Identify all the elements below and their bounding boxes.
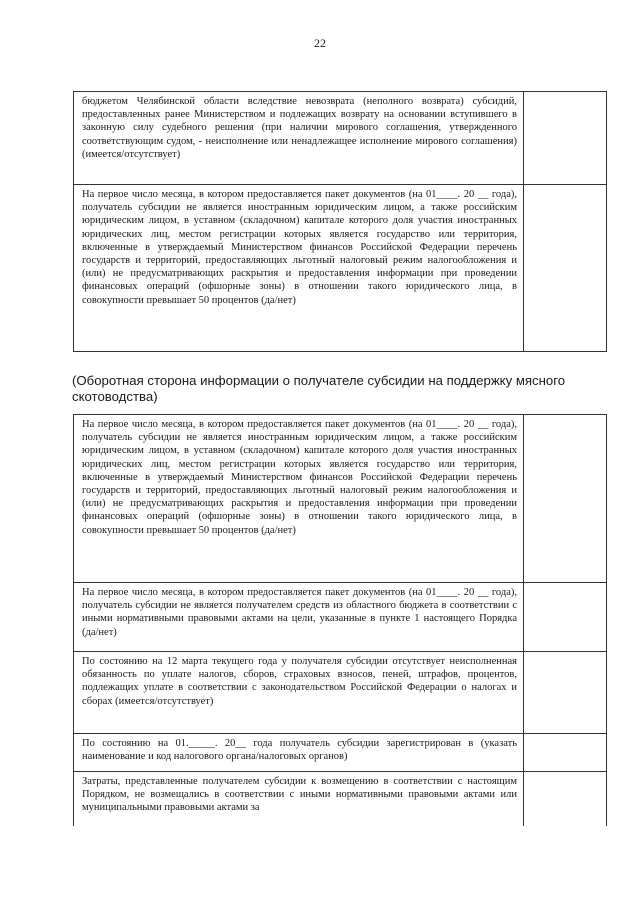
table-row [74, 772, 607, 827]
table-row [74, 415, 607, 583]
answer-cell[interactable] [524, 583, 607, 652]
criterion-text: По состоянию на 12 марта текущего года у получателя субсидии отсутствует неисполненная обязанность по уплате налогов, сборов, страховых взносов, пеней, штрафов, процентов, подлежащих уплате в соответствии с законодательством Российской Федерации о налогах и сборах (имеется/отсутствует) [82, 656, 517, 707]
answer-cell[interactable] [524, 734, 607, 772]
table-row [74, 92, 607, 185]
criteria-table-top [73, 91, 607, 352]
answer-cell[interactable] [524, 92, 607, 185]
criterion-text: По состоянию на 01._____. 20__ года получатель субсидии зарегистрирован в (указать наименование и код налогового органа/налоговых органов) [82, 738, 517, 763]
reverse-side-caption: (Оборотная сторона информации о получателе субсидии на поддержку мясного скотоводства) [72, 373, 566, 404]
criterion-text: Затраты, представленные получателем субсидии к возмещению в соответствии с настоящим Порядком, не возмещались в соответствии с иными нормативными правовыми актами или муниципальными правовыми актами за [82, 776, 517, 814]
table-row [74, 583, 607, 652]
answer-cell[interactable] [524, 772, 607, 827]
answer-cell[interactable] [524, 415, 607, 583]
page-number: 22 [314, 36, 326, 50]
criterion-text: бюджетом Челябинской области вследствие невозврата (неполного возврата) субсидий, предоставленных ранее Министерством и подлежащих возврату на основании вступившего в законную силу судебного решения (при наличии мирового соглашения, утвержденного соответствующим судом, - неисполнение или ненадлежащее исполнение мирового соглашения) (имеется/отсутствует) [82, 96, 517, 160]
criterion-text: На первое число месяца, в котором предоставляется пакет документов (на 01____. 20 __ года), получатель субсидии не является иностранным юридическим лицом, а также российским юридическим лицом, в уставном (складочном) капитале которого доля участия иностранных юридических лиц, местом регистрации которых является государство или территория, включенные в утверждаемый Министерством финансов Российской Федерации перечень государств и территорий, предоставляющих льготный налоговый режим налогообложения и (или) не предусматривающих раскрытия и предоставления информации при проведении финансовых операций (офшорные зоны) в отношении такого юридического лица, в совокупности превышает 50 процентов (да/нет) [82, 419, 517, 536]
table-row [74, 734, 607, 772]
criterion-text: На первое число месяца, в котором предоставляется пакет документов (на 01____. 20 __ года), получатель субсидии не является получателем средств из областного бюджета в соответствии с иными нормативными правовыми актами на цели, указанные в пункте 1 настоящего Порядка (да/нет) [82, 587, 517, 638]
table-row [74, 185, 607, 352]
answer-cell[interactable] [524, 185, 607, 352]
criteria-table-bottom [73, 414, 607, 826]
table-row [74, 652, 607, 734]
answer-cell[interactable] [524, 652, 607, 734]
criterion-text: На первое число месяца, в котором предоставляется пакет документов (на 01____. 20 __ года), получатель субсидии не является иностранным юридическим лицом, а также российским юридическим лицом, в уставном (складочном) капитале которого доля участия иностранных юридических лиц, местом регистрации которых является государство или территория, включенные в утверждаемый Министерством финансов Российской Федерации перечень государств и территорий, предоставляющих льготный налоговый режим налогообложения и (или) не предусматривающих раскрытия и предоставления информации при проведении финансовых операций (офшорные зоны) в отношении такого юридического лица, в совокупности превышает 50 процентов (да/нет) [82, 189, 517, 306]
